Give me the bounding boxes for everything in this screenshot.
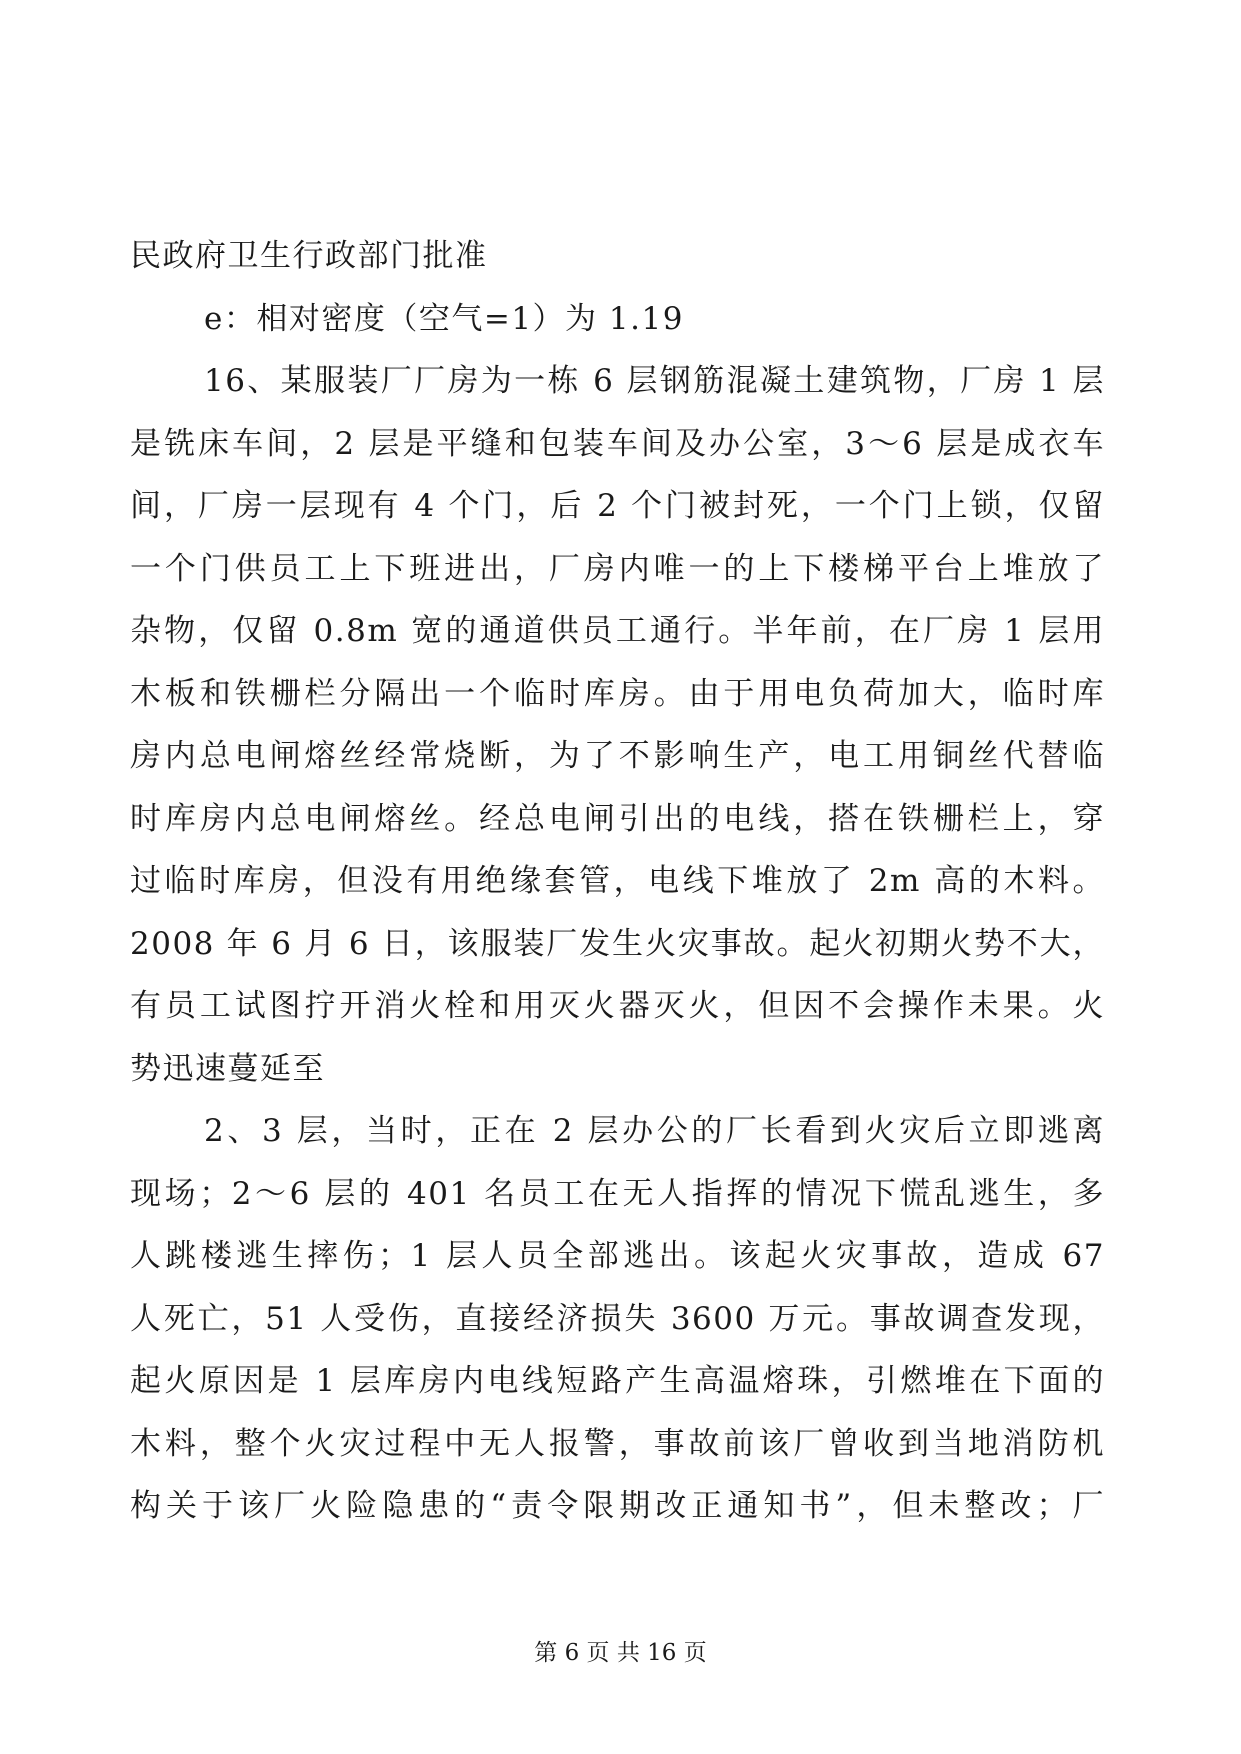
text-line: 人死亡，51 人受伤，直接经济损失 3600 万元。事故调查发现， (130, 1300, 1105, 1337)
text-line: 2、3 层，当时，正在 2 层办公的厂长看到火灾后立即逃离 (204, 1113, 1105, 1149)
document-body (130, 225, 1105, 1538)
text-line: 是铣床车间，2 层是平缝和包装车间及办公室，3～6 层是成衣车 (130, 425, 1105, 462)
text-line: 房内总电闸熔丝经常烧断，为了不影响生产，电工用铜丝代替临 (130, 738, 1105, 774)
text-line: 2008 年 6 月 6 日，该服装厂发生火灾事故。起火初期火势不大， (130, 925, 1105, 962)
text-line: 过临时库房，但没有用绝缘套管，电线下堆放了 2m 高的木料。 (130, 863, 1105, 899)
text-line: 时库房内总电闸熔丝。经总电闸引出的电线，搭在铁栅栏上，穿 (130, 800, 1105, 837)
text-line: 16、某服装厂厂房为一栋 6 层钢筋混凝土建筑物，厂房 1 层 (204, 363, 1105, 399)
text-line: 杂物，仅留 0.8m 宽的通道供员工通行。半年前，在厂房 1 层用 (130, 613, 1105, 649)
text-line: 有员工试图拧开消火栓和用灭火器灭火，但因不会操作未果。火 (130, 988, 1105, 1024)
text-line: 构关于该厂火险隐患的“责令限期改正通知书”，但未整改；厂 (130, 1488, 1105, 1524)
text-line: 间，厂房一层现有 4 个门，后 2 个门被封死，一个门上锁，仅留 (130, 488, 1105, 524)
text-line: e：相对密度（空气=1）为 1.19 (204, 300, 684, 337)
text-line: 一个门供员工上下班进出，厂房内唯一的上下楼梯平台上堆放了 (130, 550, 1105, 587)
text-line: 木料，整个火灾过程中无人报警，事故前该厂曾收到当地消防机 (130, 1425, 1105, 1462)
text-line: 民政府卫生行政部门批准 (130, 238, 488, 274)
text-line: 势迅速蔓延至 (130, 1050, 325, 1087)
text-line: 人跳楼逃生摔伤；1 层人员全部逃出。该起火灾事故，造成 67 (130, 1238, 1105, 1274)
text-line: 木板和铁栅栏分隔出一个临时库房。由于用电负荷加大，临时库 (130, 675, 1105, 712)
text-line: 现场；2～6 层的 401 名员工在无人指挥的情况下慌乱逃生，多 (130, 1175, 1105, 1212)
page-number-footer: 第 6 页 共 16 页 (534, 1640, 707, 1666)
text-line: 起火原因是 1 层库房内电线短路产生高温熔珠，引燃堆在下面的 (130, 1363, 1105, 1399)
